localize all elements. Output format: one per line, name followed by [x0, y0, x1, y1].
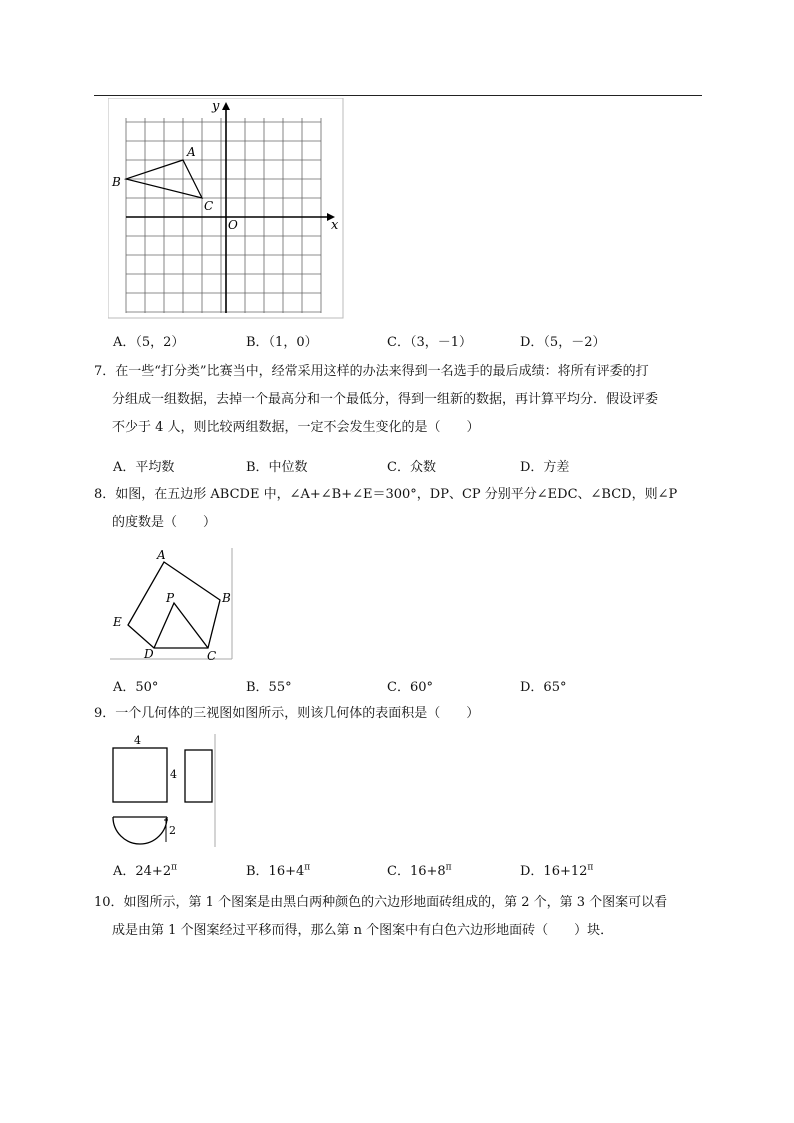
q9-options — [113, 860, 713, 880]
q9-option-c[interactable] — [387, 860, 452, 879]
axis-label-x: x — [331, 218, 339, 233]
vertex-label-a: A — [157, 548, 166, 562]
dim-top-label: 4 — [134, 734, 141, 747]
q6-option-a[interactable]: A．（5，2） — [113, 335, 185, 350]
vertex-label-d: D — [144, 647, 154, 661]
q7-options — [113, 456, 713, 476]
q9-option-b-text: B．16+4 — [246, 864, 305, 879]
question-9 — [94, 700, 704, 728]
angle-bisectors — [154, 603, 208, 648]
q7-option-c[interactable]: C．众数 — [387, 460, 436, 475]
q9-option-c-text: C．16+8 — [387, 864, 446, 879]
q8-line-2: 的度数是（ ） — [112, 515, 217, 530]
q8-option-b[interactable]: B．55° — [246, 680, 292, 695]
question-10 — [94, 889, 704, 945]
q7-line-3: 不少于 4 人，则比较两组数据，一定不会发生变化的是（ ） — [112, 420, 480, 435]
question-8 — [94, 481, 704, 537]
vertex-label-e: E — [113, 615, 122, 629]
q9-option-a[interactable] — [113, 860, 177, 879]
header-rule — [94, 95, 702, 96]
q7-option-d[interactable]: D．方差 — [520, 460, 570, 475]
q6-option-b[interactable]: B．（1，0） — [246, 335, 318, 350]
point-label-p: P — [166, 591, 175, 605]
q6-options — [113, 331, 713, 351]
top-view-semicircle — [113, 817, 167, 844]
q8-option-c[interactable]: C．60° — [387, 680, 433, 695]
vertex-label-c: C — [207, 649, 217, 663]
origin-label: O — [228, 218, 238, 232]
dim-side-label: 4 — [170, 768, 177, 781]
q7-line-1: 7．在一些“打分类”比赛当中，经常采用这样的办法来得到一名选手的最后成绩：将所有评委的打 — [94, 364, 649, 379]
pi-symbol: π — [587, 862, 594, 873]
point-label-a: A — [187, 145, 196, 159]
q9-option-b[interactable] — [246, 860, 310, 879]
side-view — [185, 750, 212, 802]
question-7 — [94, 358, 704, 442]
point-label-c: C — [204, 199, 214, 213]
coordinate-grid-figure — [108, 98, 348, 320]
q8-line-1: 8．如图，在五边形 ABCDE 中，∠A+∠B+∠E＝300°，DP、CP 分别平分∠EDC、∠BCD，则∠P — [94, 487, 678, 502]
q7-option-a[interactable]: A．平均数 — [113, 460, 175, 475]
front-view — [113, 748, 167, 802]
q8-option-a[interactable]: A．50° — [113, 680, 159, 695]
q6-option-c[interactable]: C．（3，－1） — [387, 335, 472, 350]
q8-option-d[interactable]: D．65° — [520, 680, 567, 695]
q7-line-2: 分组成一组数据，去掉一个最高分和一个最低分，得到一组新的数据，再计算平均分．假设评委 — [112, 392, 659, 407]
q7-option-b[interactable]: B．中位数 — [246, 460, 308, 475]
grid-lines — [126, 118, 321, 313]
pi-symbol: π — [171, 862, 178, 873]
vertex-label-b: B — [222, 591, 231, 605]
pentagon-abcde — [128, 562, 220, 648]
pi-symbol: π — [304, 862, 311, 873]
q9-option-a-text: A．24+2 — [113, 864, 172, 879]
three-views-figure — [108, 732, 220, 850]
q9-line-1: 9．一个几何体的三视图如图所示，则该几何体的表面积是（ ） — [94, 706, 480, 721]
axis-label-y: y — [212, 99, 220, 114]
pi-symbol: π — [445, 862, 452, 873]
pentagon-figure — [108, 546, 238, 664]
point-label-b: B — [112, 175, 121, 189]
dim-radius-label: 2 — [169, 824, 176, 837]
q9-option-d[interactable] — [520, 860, 593, 879]
q10-line-2: 成是由第 1 个图案经过平移而得，那么第 n 个图案中有白色六边形地面砖（ ）块． — [112, 923, 614, 938]
q10-line-1: 10．如图所示，第 1 个图案是由黑白两种颜色的六边形地面砖组成的，第 2 个，第 3 个图案可以看 — [94, 895, 668, 910]
q8-options — [113, 676, 713, 696]
q9-option-d-text: D．16+12 — [520, 864, 588, 879]
q6-option-d[interactable]: D．（5，－2） — [520, 335, 606, 350]
